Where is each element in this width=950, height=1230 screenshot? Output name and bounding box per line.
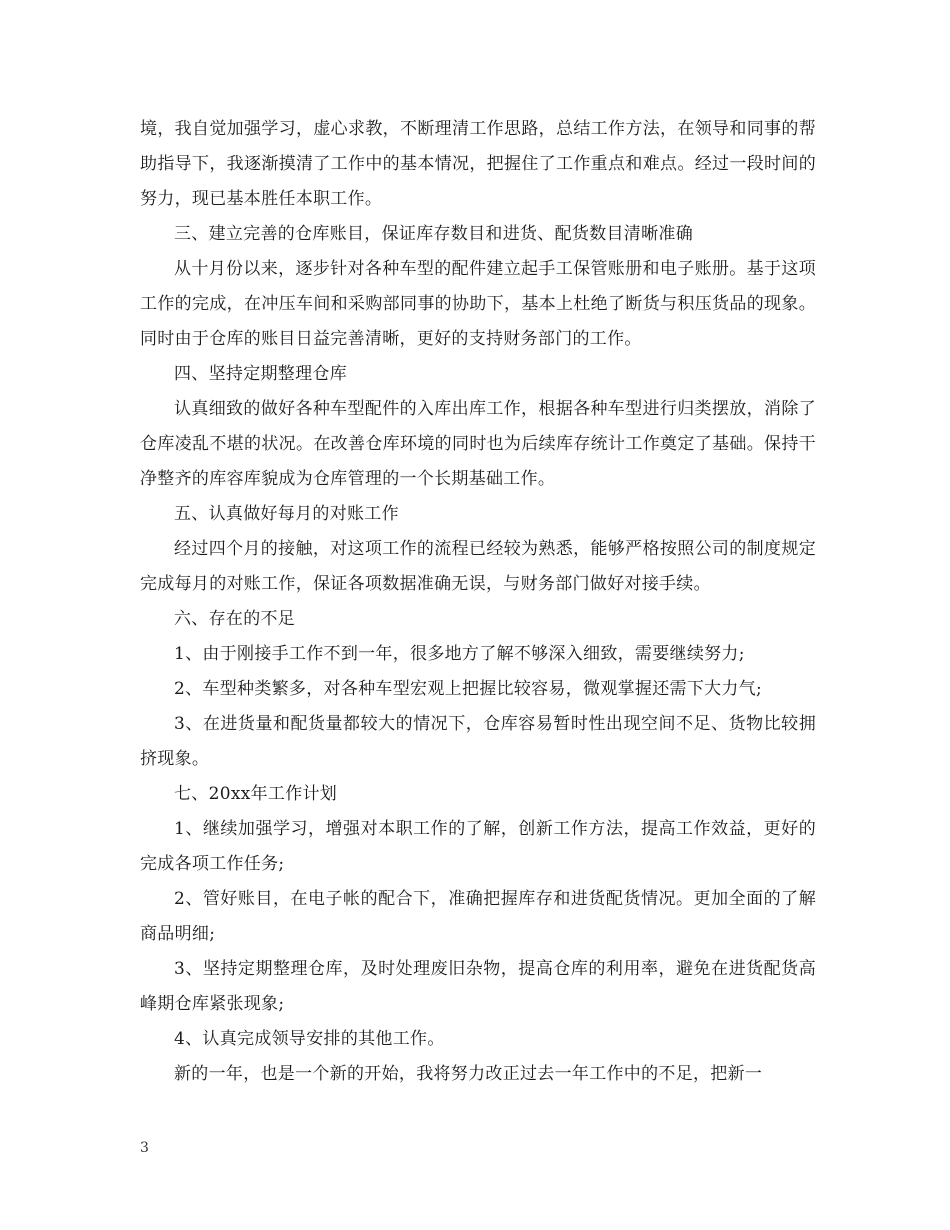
- paragraph-5: 认真细致的做好各种车型配件的入库出库工作，根据各种车型进行归类摆放，消除了仓库凌乱不堪的状况。在改善仓库环境的同时也为后续库存统计工作奠定了基础。保持干净整齐的库容库貌成为仓库管理的一个长期基础工作。: [140, 399, 816, 489]
- paragraph-3: 从十月份以来，逐步针对各种车型的配件建立起手工保管账册和电子账册。基于这项工作的完成，在冲压车间和采购部同事的协助下，基本上杜绝了断货与积压货品的现象。同时由于仓库的账目日益完善清晰，更好的支持财务部门的工作。: [140, 259, 816, 349]
- section-heading-4: 四、坚持定期整理仓库: [174, 364, 347, 384]
- page-number: 3: [140, 1140, 149, 1156]
- section-heading-6: 六、存在的不足: [174, 609, 296, 629]
- list-item-plan-2: 2、管好账目，在电子帐的配合下，准确把握库存和进货配货情况。更加全面的了解商品明细;: [140, 889, 816, 944]
- list-item-shortcoming-2: 2、车型种类繁多，对各种车型宏观上把握比较容易，微观掌握还需下大力气;: [174, 679, 763, 699]
- closing-paragraph: 新的一年，也是一个新的开始，我将努力改正过去一年工作中的不足，把新一: [174, 1064, 763, 1084]
- list-item-plan-3: 3、坚持定期整理仓库，及时处理废旧杂物，提高仓库的利用率，避免在进货配货高峰期仓库紧张现象;: [140, 959, 816, 1014]
- section-heading-7: 七、20xx年工作计划: [174, 784, 338, 804]
- paragraph-7: 经过四个月的接触，对这项工作的流程已经较为熟悉，能够严格按照公司的制度规定完成每月的对账工作，保证各项数据准确无误，与财务部门做好对接手续。: [140, 539, 816, 594]
- paragraph-1: 境，我自觉加强学习，虚心求教，不断理清工作思路，总结工作方法，在领导和同事的帮助指导下，我逐渐摸清了工作中的基本情况，把握住了工作重点和难点。经过一段时间的努力，现已基本胜任本职工作。: [140, 119, 816, 209]
- list-item-shortcoming-3: 3、在进货量和配货量都较大的情况下，仓库容易暂时性出现空间不足、货物比较拥挤现象。: [140, 714, 816, 769]
- section-heading-3: 三、建立完善的仓库账目，保证库存数目和进货、配货数目清晰准确: [174, 224, 693, 244]
- section-heading-5: 五、认真做好每月的对账工作: [174, 504, 399, 524]
- list-item-shortcoming-1: 1、由于刚接手工作不到一年，很多地方了解不够深入细致，需要继续努力;: [174, 644, 745, 664]
- list-item-plan-1: 1、继续加强学习，增强对本职工作的了解，创新工作方法，提高工作效益，更好的完成各项工作任务;: [140, 819, 816, 874]
- list-item-plan-4: 4、认真完成领导安排的其他工作。: [174, 1029, 445, 1049]
- document-body: [140, 112, 816, 1092]
